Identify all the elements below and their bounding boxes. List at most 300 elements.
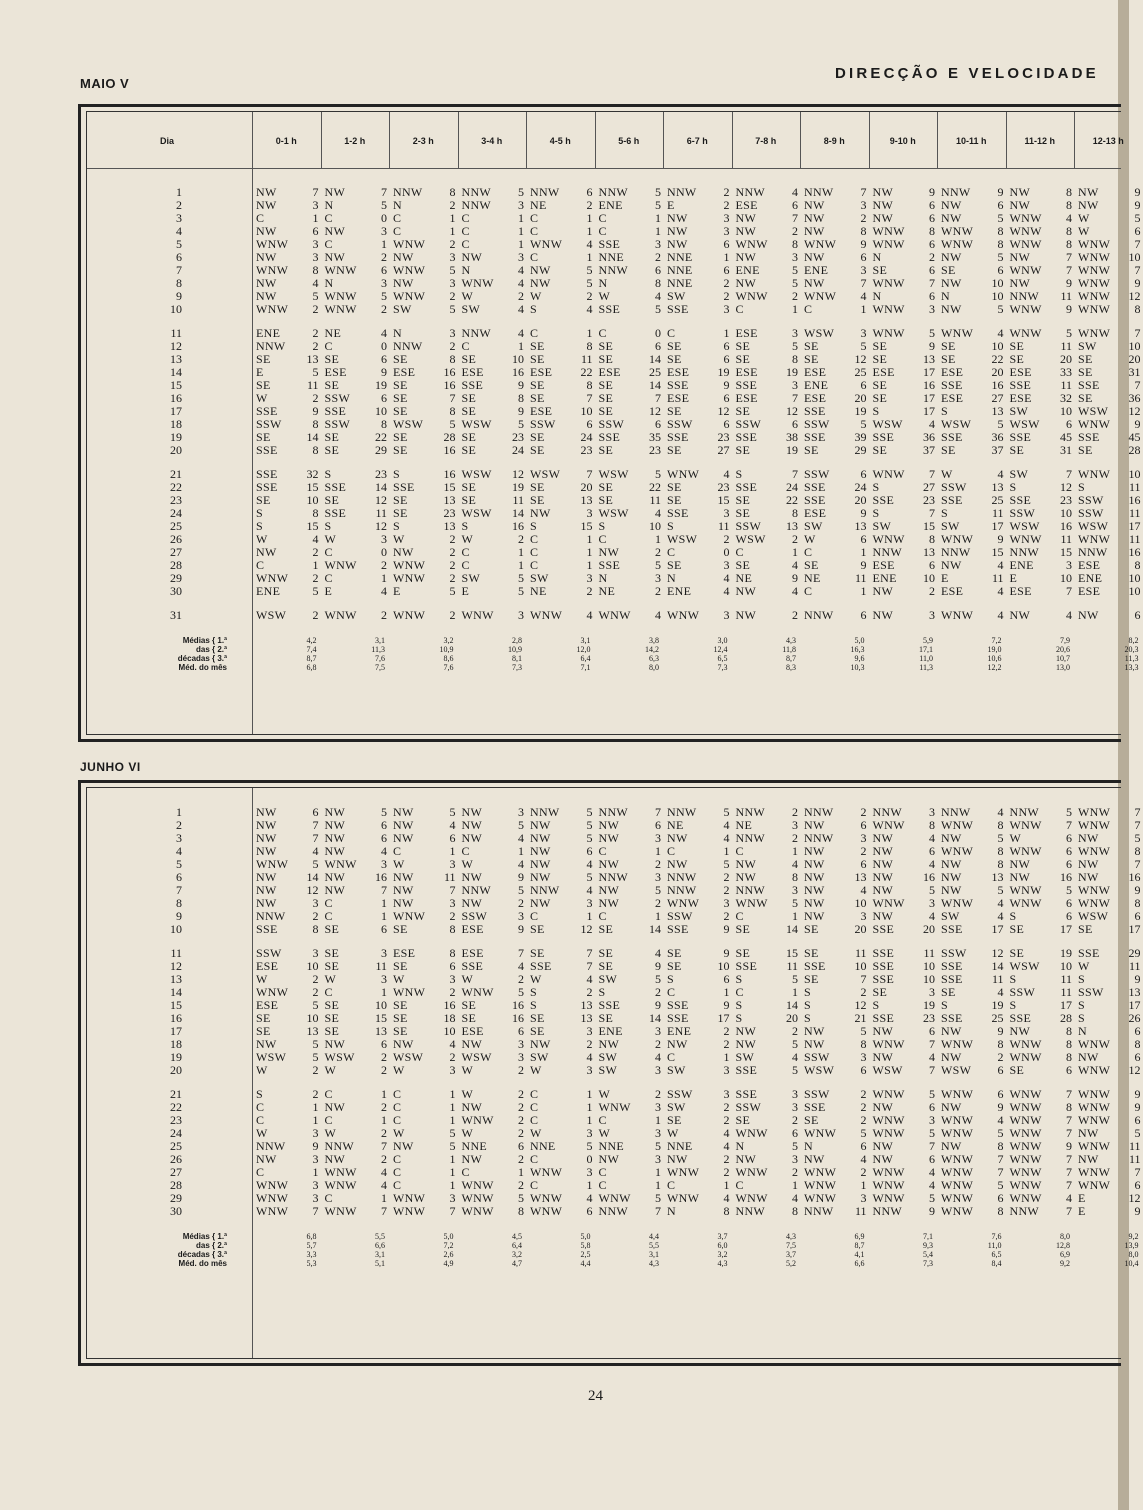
- wind-direction: SE: [941, 985, 956, 999]
- wind-direction: NW: [941, 1024, 962, 1038]
- wind-direction: SE: [667, 480, 682, 494]
- wind-direction: SSE: [598, 302, 621, 316]
- wind-speed: 29: [854, 443, 867, 457]
- wind-speed: 2: [929, 250, 935, 264]
- wind-direction: NNW: [735, 831, 766, 845]
- wind-speed: 11: [375, 959, 387, 973]
- wind-speed: 6: [929, 289, 935, 303]
- average-value: 5,9: [923, 636, 933, 645]
- wind-direction: NW: [256, 250, 277, 264]
- wind-speed: 14: [512, 506, 524, 520]
- wind-direction: NNW: [804, 185, 834, 199]
- wind-direction: NW: [804, 1037, 825, 1051]
- wind-speed: 7: [1134, 237, 1141, 251]
- wind-speed: 4: [586, 857, 593, 871]
- average-value: 5,0: [443, 1232, 454, 1241]
- wind-speed: 11: [1128, 532, 1141, 546]
- wind-speed: 8: [997, 1204, 1004, 1218]
- wind-direction: C: [324, 339, 333, 353]
- wind-direction: SE: [530, 378, 545, 392]
- wind-speed: 4: [655, 1050, 661, 1064]
- wind-speed: 2: [723, 909, 730, 923]
- wind-speed: 14: [649, 1011, 661, 1025]
- wind-direction: W: [393, 1126, 405, 1140]
- average-value: 7,3: [717, 663, 728, 672]
- wind-speed: 2: [449, 339, 456, 353]
- wind-speed: 5: [586, 818, 593, 832]
- wind-speed: 2: [860, 1113, 867, 1127]
- wind-direction: SW: [1009, 404, 1029, 418]
- wind-direction: SW: [1078, 339, 1097, 353]
- average-value: 7,9: [1060, 636, 1070, 645]
- wind-speed: 32: [1060, 391, 1072, 405]
- wind-speed: 31: [1128, 365, 1141, 379]
- wind-direction: SSE: [598, 430, 621, 444]
- wind-speed: 1: [449, 1113, 456, 1127]
- wind-speed: 3: [860, 326, 867, 340]
- hour-header-11: 11-12 h: [1024, 136, 1056, 146]
- wind-speed: 8: [1066, 1050, 1072, 1064]
- wind-speed: 10: [991, 276, 1004, 290]
- wind-direction: NW: [804, 844, 825, 858]
- wind-direction: SSE: [324, 404, 347, 418]
- wind-direction: C: [530, 1178, 539, 1192]
- wind-speed: 1: [586, 1113, 593, 1127]
- wind-direction: WNW: [530, 1204, 563, 1218]
- wind-direction: SE: [461, 430, 477, 444]
- wind-speed: 9: [518, 870, 524, 884]
- wind-speed: 1: [312, 558, 319, 572]
- wind-speed: 6: [518, 1024, 524, 1038]
- wind-speed: 8: [381, 417, 387, 431]
- wind-speed: 1: [792, 909, 798, 923]
- wind-speed: 3: [449, 1063, 456, 1077]
- wind-direction: NW: [256, 818, 277, 832]
- wind-direction: NW: [324, 1100, 346, 1114]
- wind-speed: 7: [792, 211, 798, 225]
- average-value: 5,7: [306, 1241, 317, 1250]
- wind-direction: SSE: [667, 922, 689, 936]
- wind-direction: NNW: [667, 883, 697, 897]
- wind-speed: 5: [518, 584, 524, 598]
- wind-direction: SW: [667, 289, 686, 303]
- wind-direction: SE: [804, 1113, 819, 1127]
- wind-direction: N: [667, 1204, 676, 1218]
- wind-speed: 6: [449, 959, 456, 973]
- wind-direction: NW: [324, 818, 346, 832]
- wind-speed: 20: [1060, 352, 1072, 366]
- wind-speed: 4: [381, 1178, 387, 1192]
- wind-speed: 7: [312, 185, 319, 199]
- wind-direction: NW: [256, 545, 277, 559]
- wind-speed: 10: [1128, 467, 1141, 481]
- wind-speed: 4: [655, 506, 661, 520]
- wind-direction: NW: [598, 831, 620, 845]
- wind-speed: 4: [723, 584, 730, 598]
- wind-direction: N: [598, 276, 608, 290]
- wind-speed: 1: [518, 339, 524, 353]
- wind-speed: 23: [580, 443, 593, 457]
- wind-speed: 8: [312, 506, 319, 520]
- day-number: 16: [170, 1011, 182, 1025]
- wind-direction: W: [256, 972, 268, 986]
- wind-direction: NW: [804, 211, 825, 225]
- wind-direction: WSW: [804, 326, 835, 340]
- wind-direction: SE: [324, 352, 340, 366]
- wind-speed: 4: [723, 467, 730, 481]
- average-value: 10,4: [1124, 1259, 1139, 1268]
- hour-header-10: 10-11 h: [955, 136, 987, 146]
- wind-speed: 4: [381, 844, 387, 858]
- wind-speed: 5: [929, 1087, 935, 1101]
- wind-speed: 6: [1134, 1024, 1141, 1038]
- wind-speed: 8: [518, 1204, 524, 1218]
- wind-direction: NNE: [667, 276, 693, 290]
- wind-direction: NNE: [530, 1139, 556, 1153]
- average-value: 7,1: [580, 663, 591, 672]
- wind-direction: WNW: [667, 1165, 700, 1179]
- wind-direction: NW: [324, 250, 346, 264]
- wind-speed: 3: [586, 571, 593, 585]
- wind-speed: 10: [923, 972, 935, 986]
- wind-direction: SSE: [1078, 378, 1100, 392]
- wind-speed: 7: [1134, 1165, 1141, 1179]
- wind-speed: 6: [1134, 1178, 1141, 1192]
- wind-speed: 4: [792, 185, 798, 199]
- average-value: 9,3: [923, 1241, 933, 1250]
- wind-direction: ESE: [1078, 584, 1101, 598]
- wind-direction: SW: [598, 1050, 618, 1064]
- day-number: 16: [170, 391, 182, 405]
- wind-direction: SE: [393, 1011, 408, 1025]
- wind-direction: SSE: [735, 1087, 758, 1101]
- average-value: 10,6: [987, 654, 1002, 663]
- wind-direction: WNW: [872, 1191, 905, 1205]
- wind-speed: 19: [786, 365, 798, 379]
- wind-speed: 22: [375, 430, 387, 444]
- wind-direction: NW: [1078, 1050, 1099, 1064]
- wind-speed: 3: [929, 896, 935, 910]
- wind-direction: WNW: [324, 302, 357, 316]
- wind-speed: 10: [580, 404, 593, 418]
- wind-direction: C: [735, 909, 744, 923]
- wind-speed: 7: [792, 391, 798, 405]
- wind-direction: NW: [804, 250, 825, 264]
- wind-speed: 12: [649, 404, 661, 418]
- wind-speed: 16: [1128, 545, 1141, 559]
- wind-speed: 5: [655, 1191, 661, 1205]
- wind-speed: 0: [723, 545, 730, 559]
- wind-speed: 2: [860, 211, 867, 225]
- wind-direction: NW: [804, 198, 825, 212]
- wind-direction: NW: [1078, 857, 1099, 871]
- wind-direction: N: [872, 250, 882, 264]
- wind-speed: 6: [860, 857, 867, 871]
- wind-speed: 14: [649, 352, 661, 366]
- wind-direction: WSW: [324, 1050, 355, 1064]
- wind-direction: W: [461, 289, 474, 303]
- wind-direction: NNW: [941, 545, 971, 559]
- wind-direction: C: [530, 909, 539, 923]
- wind-speed: 5: [1066, 326, 1072, 340]
- column-rule: [458, 112, 459, 168]
- wind-direction: NNW: [256, 1139, 286, 1153]
- wind-direction: NNE: [667, 250, 693, 264]
- wind-speed: 19: [1060, 946, 1072, 960]
- wind-speed: 5: [1134, 211, 1141, 225]
- wind-direction: WNW: [324, 1204, 357, 1218]
- wind-speed: 10: [923, 959, 935, 973]
- wind-speed: 6: [929, 844, 935, 858]
- wind-direction: W: [461, 857, 474, 871]
- wind-speed: 9: [929, 1204, 935, 1218]
- wind-direction: SE: [461, 352, 477, 366]
- wind-speed: 11: [991, 571, 1004, 585]
- wind-speed: 5: [518, 417, 524, 431]
- wind-direction: S: [598, 519, 606, 533]
- wind-direction: WNW: [872, 326, 905, 340]
- wind-speed: 17: [923, 404, 935, 418]
- average-value: 8,7: [786, 654, 796, 663]
- wind-speed: 2: [312, 545, 319, 559]
- wind-speed: 3: [792, 1152, 798, 1166]
- wind-speed: 8: [1066, 198, 1072, 212]
- wind-direction: NNW: [393, 339, 423, 353]
- hour-header-4: 4-5 h: [549, 136, 571, 146]
- wind-direction: NNW: [804, 831, 834, 845]
- wind-direction: C: [667, 326, 676, 340]
- wind-speed: 2: [723, 198, 730, 212]
- wind-direction: NW: [1078, 198, 1099, 212]
- wind-direction: NW: [530, 844, 551, 858]
- wind-direction: NW: [256, 185, 277, 199]
- wind-speed: 2: [655, 1087, 661, 1101]
- wind-direction: C: [598, 326, 607, 340]
- wind-direction: NW: [941, 198, 962, 212]
- wind-speed: 9: [723, 378, 730, 392]
- average-value: 8,7: [306, 654, 317, 663]
- wind-direction: WNW: [667, 896, 700, 910]
- wind-direction: SE: [393, 1024, 408, 1038]
- wind-direction: SW: [461, 302, 481, 316]
- wind-direction: NNW: [461, 326, 492, 340]
- wind-direction: C: [256, 1100, 265, 1114]
- wind-direction: SSW: [804, 467, 830, 481]
- wind-direction: NW: [324, 805, 346, 819]
- wind-direction: WNW: [941, 1126, 974, 1140]
- wind-speed: 2: [312, 985, 319, 999]
- wind-direction: NW: [324, 1037, 346, 1051]
- wind-direction: S: [530, 985, 537, 999]
- wind-speed: 5: [929, 1191, 935, 1205]
- average-value: 5,8: [580, 1241, 591, 1250]
- wind-speed: 6: [860, 467, 867, 481]
- average-value: 7,6: [443, 663, 454, 672]
- wind-speed: 7: [655, 391, 661, 405]
- wind-direction: NW: [872, 608, 894, 622]
- wind-speed: 14: [649, 922, 661, 936]
- wind-direction: WNW: [804, 1191, 837, 1205]
- wind-speed: 8: [449, 352, 456, 366]
- average-value: 6,5: [991, 1250, 1002, 1259]
- wind-speed: 3: [518, 1037, 524, 1051]
- wind-speed: 6: [312, 224, 319, 238]
- wind-speed: 1: [381, 1087, 387, 1101]
- wind-direction: SE: [735, 443, 751, 457]
- wind-speed: 45: [1128, 430, 1141, 444]
- wind-direction: WNW: [1009, 1113, 1042, 1127]
- wind-speed: 1: [518, 558, 524, 572]
- wind-speed: 11: [854, 571, 867, 585]
- wind-speed: 4: [381, 1165, 387, 1179]
- wind-direction: WNW: [393, 558, 426, 572]
- wind-speed: 16: [443, 443, 456, 457]
- wind-direction: SE: [1009, 1063, 1025, 1077]
- wind-direction: SE: [393, 430, 408, 444]
- wind-speed: 10: [854, 896, 867, 910]
- averages-label: Médias { 1.ª: [182, 1232, 227, 1241]
- wind-direction: C: [393, 1113, 402, 1127]
- wind-direction: NNW: [598, 805, 629, 819]
- wind-direction: C: [393, 1165, 402, 1179]
- average-value: 6,4: [512, 1241, 522, 1250]
- wind-direction: E: [941, 571, 949, 585]
- wind-direction: SSE: [1009, 378, 1032, 392]
- wind-speed: 11: [1128, 959, 1141, 973]
- wind-speed: 2: [518, 289, 524, 303]
- wind-direction: NW: [872, 909, 894, 923]
- wind-direction: SSW: [735, 417, 762, 431]
- wind-direction: SE: [461, 998, 477, 1012]
- wind-speed: 5: [997, 831, 1004, 845]
- wind-speed: 2: [792, 289, 798, 303]
- wind-speed: 4: [723, 818, 730, 832]
- wind-speed: 9: [997, 1100, 1004, 1114]
- wind-direction: WNW: [941, 237, 974, 251]
- wind-direction: ESE: [941, 584, 964, 598]
- wind-speed: 5: [792, 339, 798, 353]
- wind-direction: SE: [598, 480, 614, 494]
- wind-direction: SE: [1009, 352, 1025, 366]
- wind-speed: 5: [997, 1178, 1004, 1192]
- wind-speed: 12: [854, 998, 867, 1012]
- wind-speed: 6: [1134, 909, 1141, 923]
- wind-speed: 5: [792, 1063, 798, 1077]
- wind-direction: WNW: [1009, 818, 1042, 832]
- wind-speed: 3: [929, 1113, 935, 1127]
- wind-speed: 2: [997, 1050, 1004, 1064]
- wind-speed: 9: [723, 946, 730, 960]
- wind-direction: W: [324, 1126, 337, 1140]
- wind-direction: S: [735, 467, 743, 481]
- wind-direction: SSE: [735, 430, 758, 444]
- wind-speed: 11: [991, 506, 1004, 520]
- wind-direction: SE: [598, 352, 614, 366]
- wind-speed: 2: [792, 224, 798, 238]
- wind-speed: 4: [860, 883, 867, 897]
- wind-speed: 35: [649, 430, 661, 444]
- wind-speed: 28: [1060, 1011, 1072, 1025]
- wind-speed: 5: [655, 198, 661, 212]
- average-value: 5,0: [854, 636, 865, 645]
- wind-direction: SE: [461, 404, 477, 418]
- wind-speed: 4: [655, 608, 661, 622]
- wind-speed: 22: [786, 493, 798, 507]
- wind-direction: SSE: [598, 237, 621, 251]
- wind-speed: 7: [929, 467, 935, 481]
- wind-speed: 6: [586, 844, 593, 858]
- wind-speed: 19: [923, 998, 935, 1012]
- wind-speed: 9: [997, 185, 1004, 199]
- wind-speed: 8: [997, 844, 1004, 858]
- wind-speed: 7: [929, 1139, 935, 1153]
- wind-direction: SE: [804, 352, 819, 366]
- wind-direction: S: [1009, 998, 1017, 1012]
- day-number: 24: [170, 506, 182, 520]
- wind-direction: WNW: [872, 224, 905, 238]
- wind-speed: 3: [723, 896, 730, 910]
- average-value: 6,5: [717, 654, 728, 663]
- wind-speed: 1: [518, 545, 524, 559]
- averages-label: Médias { 1.ª: [182, 636, 227, 645]
- wind-speed: 36: [1128, 391, 1141, 405]
- wind-direction: NW: [735, 1037, 757, 1051]
- wind-direction: W: [598, 289, 611, 303]
- wind-speed: 1: [449, 211, 456, 225]
- wind-direction: S: [1078, 1011, 1085, 1025]
- wind-direction: C: [530, 545, 539, 559]
- wind-speed: 31: [1060, 443, 1072, 457]
- wind-direction: WNW: [1078, 250, 1111, 264]
- wind-direction: C: [324, 896, 333, 910]
- wind-speed: 2: [518, 972, 524, 986]
- wind-direction: WNW: [1078, 532, 1111, 546]
- wind-direction: NW: [598, 896, 620, 910]
- wind-direction: C: [393, 1100, 402, 1114]
- wind-direction: SSE: [735, 378, 758, 392]
- wind-direction: NW: [256, 289, 277, 303]
- wind-direction: C: [530, 211, 539, 225]
- wind-direction: SE: [667, 352, 682, 366]
- wind-direction: NNW: [598, 185, 629, 199]
- wind-direction: SE: [735, 946, 751, 960]
- wind-speed: 4: [586, 1050, 593, 1064]
- wind-direction: NW: [941, 857, 962, 871]
- wind-speed: 6: [1066, 844, 1072, 858]
- average-value: 6,6: [854, 1259, 865, 1268]
- wind-direction: WNW: [941, 1152, 974, 1166]
- wind-speed: 3: [381, 857, 387, 871]
- wind-direction: SE: [256, 1011, 271, 1025]
- wind-speed: 5: [312, 1050, 319, 1064]
- wind-direction: WNW: [256, 857, 289, 871]
- wind-speed: 3: [312, 896, 319, 910]
- wind-direction: WNW: [324, 608, 357, 622]
- average-value: 19,0: [987, 645, 1002, 654]
- wind-speed: 8: [792, 1204, 798, 1218]
- wind-direction: ENE: [1078, 571, 1103, 585]
- wind-speed: 9: [1134, 185, 1141, 199]
- wind-direction: SSE: [804, 480, 826, 494]
- wind-speed: 3: [1066, 558, 1072, 572]
- wind-direction: S: [530, 998, 537, 1012]
- wind-speed: 6: [792, 1126, 798, 1140]
- wind-speed: 13: [580, 493, 593, 507]
- wind-direction: SE: [256, 378, 271, 392]
- wind-speed: 8: [792, 506, 798, 520]
- wind-speed: 24: [786, 480, 798, 494]
- column-rule: [321, 112, 322, 168]
